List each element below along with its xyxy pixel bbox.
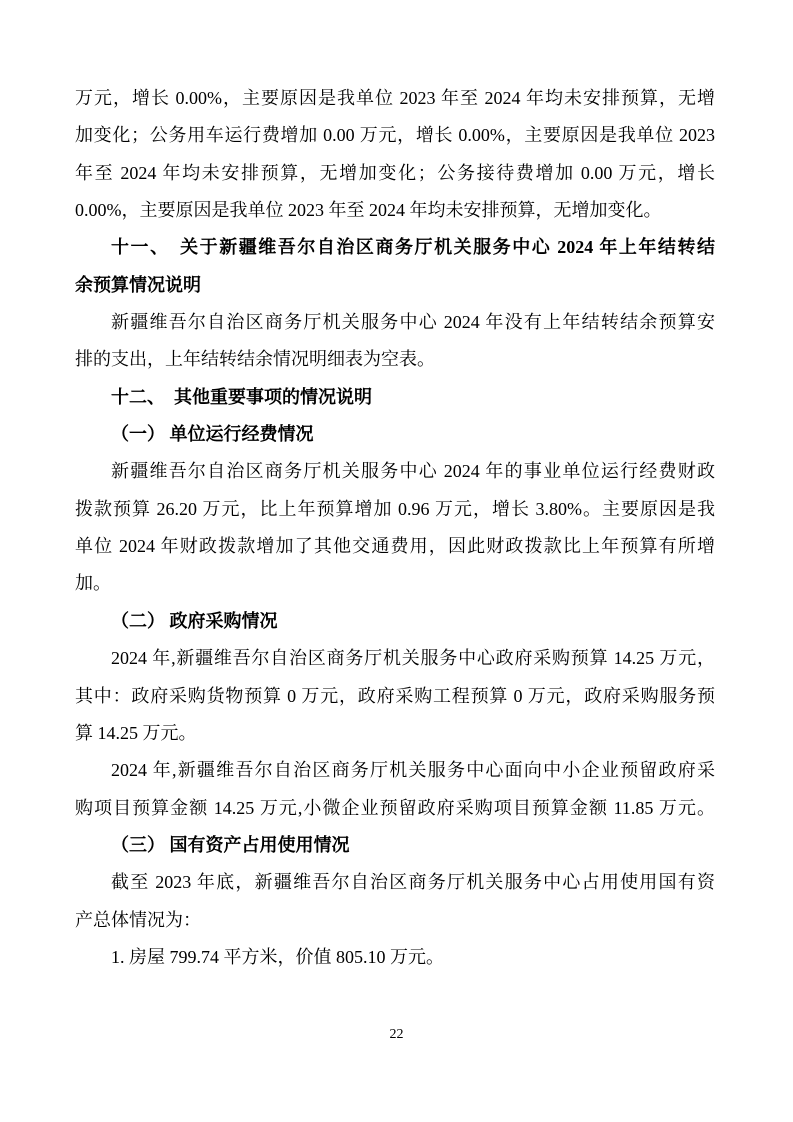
- text-line: 单位 2024 年财政拨款增加了其他交通费用，因此财政拨款比上年预算有所增: [75, 536, 715, 557]
- text-line: 加。: [75, 573, 111, 594]
- text-line: 新疆维吾尔自治区商务厅机关服务中心 2024 年的事业单位运行经费财政: [111, 461, 715, 482]
- text-line: 2024 年,新疆维吾尔自治区商务厅机关服务中心政府采购预算 14.25 万元，: [111, 648, 715, 669]
- text-line: 0.00%，主要原因是我单位 2023 年至 2024 年均未安排预算，无增加变化。: [75, 200, 662, 221]
- text-line: 其中：政府采购货物预算 0 万元，政府采购工程预算 0 万元，政府采购服务预: [75, 685, 715, 706]
- page-number: 22: [389, 1027, 404, 1042]
- text-line: 产总体情况为：: [75, 909, 201, 930]
- text-line: 排的支出，上年结转结余情况明细表为空表。: [75, 349, 435, 370]
- text-line: 拨款预算 26.20 万元，比上年预算增加 0.96 万元，增长 3.80%。主要原因是我: [75, 498, 715, 519]
- text-line: 算 14.25 万元。: [75, 722, 197, 743]
- text-line: 截至 2023 年底，新疆维吾尔自治区商务厅机关服务中心占用使用国有资: [111, 872, 715, 893]
- document-body: [75, 80, 715, 976]
- heading-line: 十一、 关于新疆维吾尔自治区商务厅机关服务中心 2024 年上年结转结: [111, 237, 715, 258]
- heading-line: 十二、 其他重要事项的情况说明: [111, 386, 372, 407]
- text-line: 年至 2024 年均未安排预算，无增加变化；公务接待费增加 0.00 万元，增长: [75, 162, 715, 183]
- heading-line: （三） 国有资产占用使用情况: [111, 834, 350, 855]
- text-line: 万元，增长 0.00%，主要原因是我单位 2023 年至 2024 年均未安排预算，无增: [75, 88, 715, 108]
- text-line: 加变化；公务用车运行费增加 0.00 万元，增长 0.00%，主要原因是我单位 2023: [75, 125, 715, 146]
- heading-line: （一） 单位运行经费情况: [111, 424, 314, 445]
- text-line: 新疆维吾尔自治区商务厅机关服务中心 2024 年没有上年结转结余预算安: [111, 312, 715, 333]
- heading-line: （二） 政府采购情况: [111, 610, 278, 631]
- text-line: 购项目预算金额 14.25 万元,小微企业预留政府采购项目预算金额 11.85 万元。: [75, 797, 715, 818]
- text-line: 1. 房屋 799.74 平方米，价值 805.10 万元。: [111, 946, 444, 967]
- heading-line: 余预算情况说明: [75, 274, 201, 295]
- text-line: 2024 年,新疆维吾尔自治区商务厅机关服务中心面向中小企业预留政府采: [111, 760, 715, 781]
